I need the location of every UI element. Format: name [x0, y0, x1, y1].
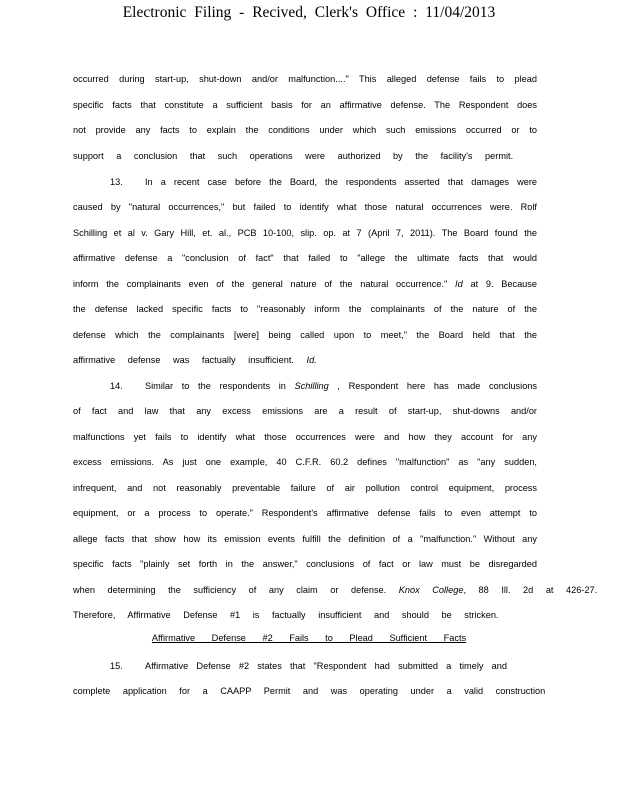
body-line: occurred during start-up, shut-down and/or malfunction...." This alleged defense fails to plead: [73, 74, 537, 84]
body-text: inform the complainants even of the general nature of the natural occurrence.": [73, 279, 448, 289]
body-line: allege facts that show how its emission events fulfill the definition of a "malfunction." Without any: [73, 534, 537, 544]
paragraph-number: 13.: [110, 177, 123, 187]
case-citation: Knox College: [398, 585, 464, 595]
body-line: support a conclusion that such operations were authorized by the facility's permit.: [73, 151, 514, 161]
body-line: of fact and law that any excess emissions are a result of start-up, shut-downs and/or: [73, 406, 537, 416]
case-citation: Id.: [306, 355, 317, 365]
body-text: at 9. Because: [470, 279, 537, 289]
body-line: caused by "natural occurrences," but failed to identify what those natural occurrences were. Rolf: [73, 202, 537, 212]
body-line: affirmative defense a "conclusion of fact" that failed to "allege the ultimate facts that would: [73, 253, 537, 263]
paragraph-number: 15.: [110, 661, 123, 671]
body-text: affirmative defense was factually insufficient.: [73, 355, 294, 365]
body-line: [73, 354, 537, 366]
body-line: In a recent case before the Board, the respondents asserted that damages were: [145, 177, 537, 187]
paragraph-number: 14.: [110, 381, 123, 391]
body-line: malfunctions yet fails to identify what those occurrences were and how they account for any: [73, 432, 537, 442]
body-line: the defense lacked specific facts to "reasonably inform the complainants of the nature of the: [73, 304, 537, 314]
body-line: [73, 278, 537, 290]
body-text: when determining the sufficiency of any claim or defense.: [73, 585, 387, 595]
body-line: specific facts that constitute a sufficient basis for an affirmative defense. The Respondent does: [73, 100, 537, 110]
body-line: excess emissions. As just one example, 40 C.F.R. 60.2 defines "malfunction" as "any sudden,: [73, 457, 537, 467]
case-citation: Id: [455, 279, 463, 289]
body-line: Affirmative Defense #2 states that "Respondent had submitted a timely and: [145, 661, 507, 671]
body-text: , Respondent here has made conclusions: [337, 381, 538, 391]
body-line: infrequent, and not reasonably preventable failure of air pollution control equipment, process: [73, 483, 537, 493]
body-line: Therefore, Affirmative Defense #1 is factually insufficient and should be stricken.: [73, 610, 499, 620]
body-line: equipment, or a process to operate." Respondent's affirmative defense fails to even attempt to: [73, 508, 537, 518]
case-citation: Schilling: [294, 381, 329, 391]
section-heading-text: Affirmative Defense #2 Fails to Plead Sufficient Facts: [151, 633, 467, 643]
body-line: [145, 380, 537, 392]
body-line: specific facts "plainly set forth in the answer," conclusions of fact or law must be disregarded: [73, 559, 537, 569]
body-text: , 88 Ill. 2d at 426-27.: [463, 585, 598, 595]
body-text: Similar to the respondents in: [145, 381, 286, 391]
electronic-filing-stamp: Electronic Filing - Recived, Clerk's Office : 11/04/2013: [122, 4, 496, 21]
body-line: not provide any facts to explain the conditions under which such emissions occurred or to: [73, 125, 537, 135]
section-heading: [0, 632, 618, 644]
body-line: complete application for a CAAPP Permit and was operating under a valid construction: [73, 686, 546, 696]
body-line: [73, 584, 598, 596]
body-line: Schilling et al v. Gary Hill, et. al., PCB 10-100, slip. op. at 7 (April 7, 2011). The Board found the: [73, 228, 537, 238]
body-line: defense which the complainants [were] being called upon to meet," the Board held that the: [73, 330, 537, 340]
